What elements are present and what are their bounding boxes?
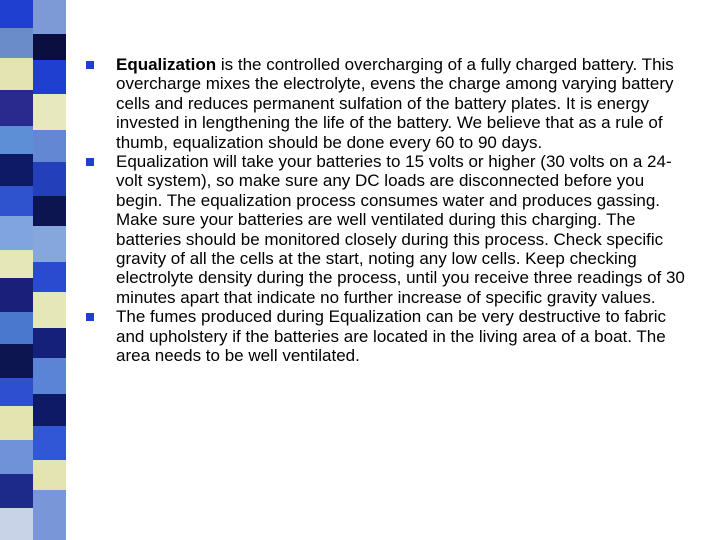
decorative-color-strip (0, 0, 66, 540)
square-bullet-icon (86, 313, 94, 321)
strip-block (0, 440, 33, 474)
square-bullet-icon (86, 158, 94, 166)
strip-block (0, 406, 33, 440)
strip-block (33, 162, 66, 196)
strip-block (0, 28, 33, 58)
strip-block (0, 312, 33, 344)
bullet-text: Equalization will take your batteries to 15 volts or higher (30 volts on a 24-volt system), so make sure any DC loads are disconnected before you begin. The equalization process consumes water and produces gassing. Make sure your batteries are well ventilated during this charging. The batteries should be monitored closely during this process. Check specific gravity of all the cells at the start, noting any low cells. Keep checking electrolyte density during the process, until you receive three readings of 30 minutes apart that indicate no further increase of specific gravity values. (116, 152, 685, 307)
strip-block (33, 394, 66, 426)
strip-block (0, 344, 33, 378)
bullet-text: The fumes produced during Equalization can be very destructive to fabric and upholstery if the batteries are located in the living area of a boat. The area needs to be well ventilated. (116, 307, 666, 366)
strip-block (0, 278, 33, 312)
strip-block (0, 154, 33, 186)
strip-block (0, 250, 33, 278)
strip-block (33, 34, 66, 60)
strip-block (33, 262, 66, 292)
strip-block (33, 94, 66, 130)
strip-block (0, 0, 33, 28)
strip-block (33, 426, 66, 460)
strip-block (33, 328, 66, 358)
bullet-lead-term: Equalization (116, 55, 217, 74)
bullet-item-2 (84, 152, 694, 307)
bullet-text: is the controlled overcharging of a fully charged battery. This overcharge mixes the electrolyte, evens the charge among varying battery cells and reduces permanent sulfation of the battery plates. It is energy invested in lengthening the life of the battery. We believe that as a rule of thumb, equalization should be done every 60 to 90 days. (116, 55, 674, 152)
strip-block (0, 474, 33, 508)
strip-block (33, 460, 66, 490)
strip-block (33, 358, 66, 394)
strip-block (0, 508, 33, 540)
bullet-list (84, 55, 694, 366)
strip-block (0, 126, 33, 154)
strip-block (0, 186, 33, 216)
strip-block (33, 490, 66, 540)
strip-block (0, 378, 33, 406)
square-bullet-icon (86, 61, 94, 69)
bullet-item-3 (84, 307, 694, 365)
strip-block (33, 292, 66, 328)
strip-block (33, 0, 66, 34)
strip-block (33, 226, 66, 262)
strip-block (33, 196, 66, 226)
strip-block (33, 130, 66, 162)
strip-block (0, 216, 33, 250)
strip-block (0, 90, 33, 126)
strip-block (33, 60, 66, 94)
strip-block (0, 58, 33, 90)
bullet-item-1 (84, 55, 694, 152)
